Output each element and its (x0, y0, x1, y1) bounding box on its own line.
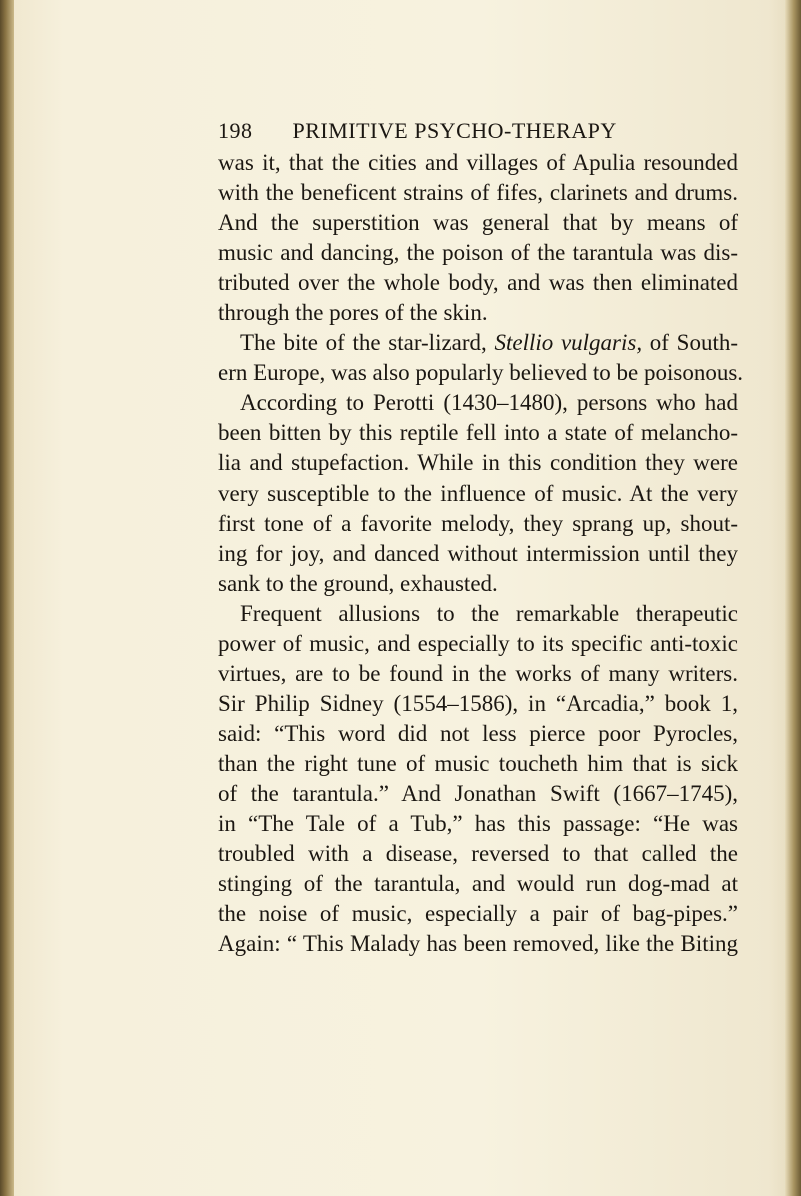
text-line: troubled with a disease, reversed to that called the (218, 841, 738, 867)
text-line: sank to the ground, exhausted. (218, 570, 498, 596)
body-text (218, 148, 744, 959)
text-line: music and dancing, the poison of the tarantula was dis- (218, 240, 738, 266)
text-line: was it, that the cities and villages of Apulia resounded (218, 150, 738, 175)
text-line: tributed over the whole body, and was then eliminated (218, 270, 738, 296)
text-line: with the beneficent strains of fifes, clarinets and drums. (218, 180, 738, 206)
text-line: power of music, and especially to its specific anti-toxic (218, 630, 738, 656)
text-line: lia and stupefaction. While in this condition they were (218, 450, 738, 476)
text-line: of the tarantula.” And Jonathan Swift (1667–1745), (218, 780, 738, 806)
text-line: very susceptible to the influence of music. At the very (218, 480, 738, 506)
species-name: Stellio vulgaris, (494, 330, 643, 356)
text-line: Frequent allusions to the remarkable therapeutic (240, 600, 738, 626)
text-line: stinging of the tarantula, and would run dog-mad at (218, 871, 738, 897)
text-line: ing for joy, and danced without intermission until they (218, 540, 738, 566)
text-segment: The bite of the star-lizard, (240, 330, 495, 356)
page-number: 198 (218, 118, 253, 143)
text-line: Again: “ This Malady has been removed, like the Biting (218, 931, 738, 957)
page-right-edge (785, 0, 801, 1196)
running-title: PRIMITIVE PSYCHO-THERAPY (292, 118, 617, 143)
text-line: And the superstition was general that by means of (218, 210, 738, 236)
running-header (218, 118, 617, 144)
text-line: virtues, are to be found in the works of many writers. (218, 660, 738, 686)
text-line: According to Perotti (1430–1480), persons who had (240, 390, 738, 416)
text-line: ern Europe, was also popularly believed to be poisonous. (218, 360, 744, 386)
text-line: the noise of music, especially a pair of bag-pipes.” (218, 901, 738, 927)
text-line (218, 328, 738, 358)
book-spine-edge (0, 0, 14, 1196)
text-line: said: “This word did not less pierce poor Pyrocles, (218, 720, 738, 746)
text-line: been bitten by this reptile fell into a state of melancho- (218, 420, 738, 446)
text-line: first tone of a favorite melody, they sprang up, shout- (218, 510, 738, 536)
text-segment: of South- (642, 330, 738, 356)
text-line: in “The Tale of a Tub,” has this passage: “He was (218, 811, 738, 837)
text-line: than the right tune of music toucheth him that is sick (218, 750, 738, 776)
text-line: Sir Philip Sidney (1554–1586), in “Arcadia,” book 1, (218, 690, 738, 716)
text-line: through the pores of the skin. (218, 300, 488, 326)
